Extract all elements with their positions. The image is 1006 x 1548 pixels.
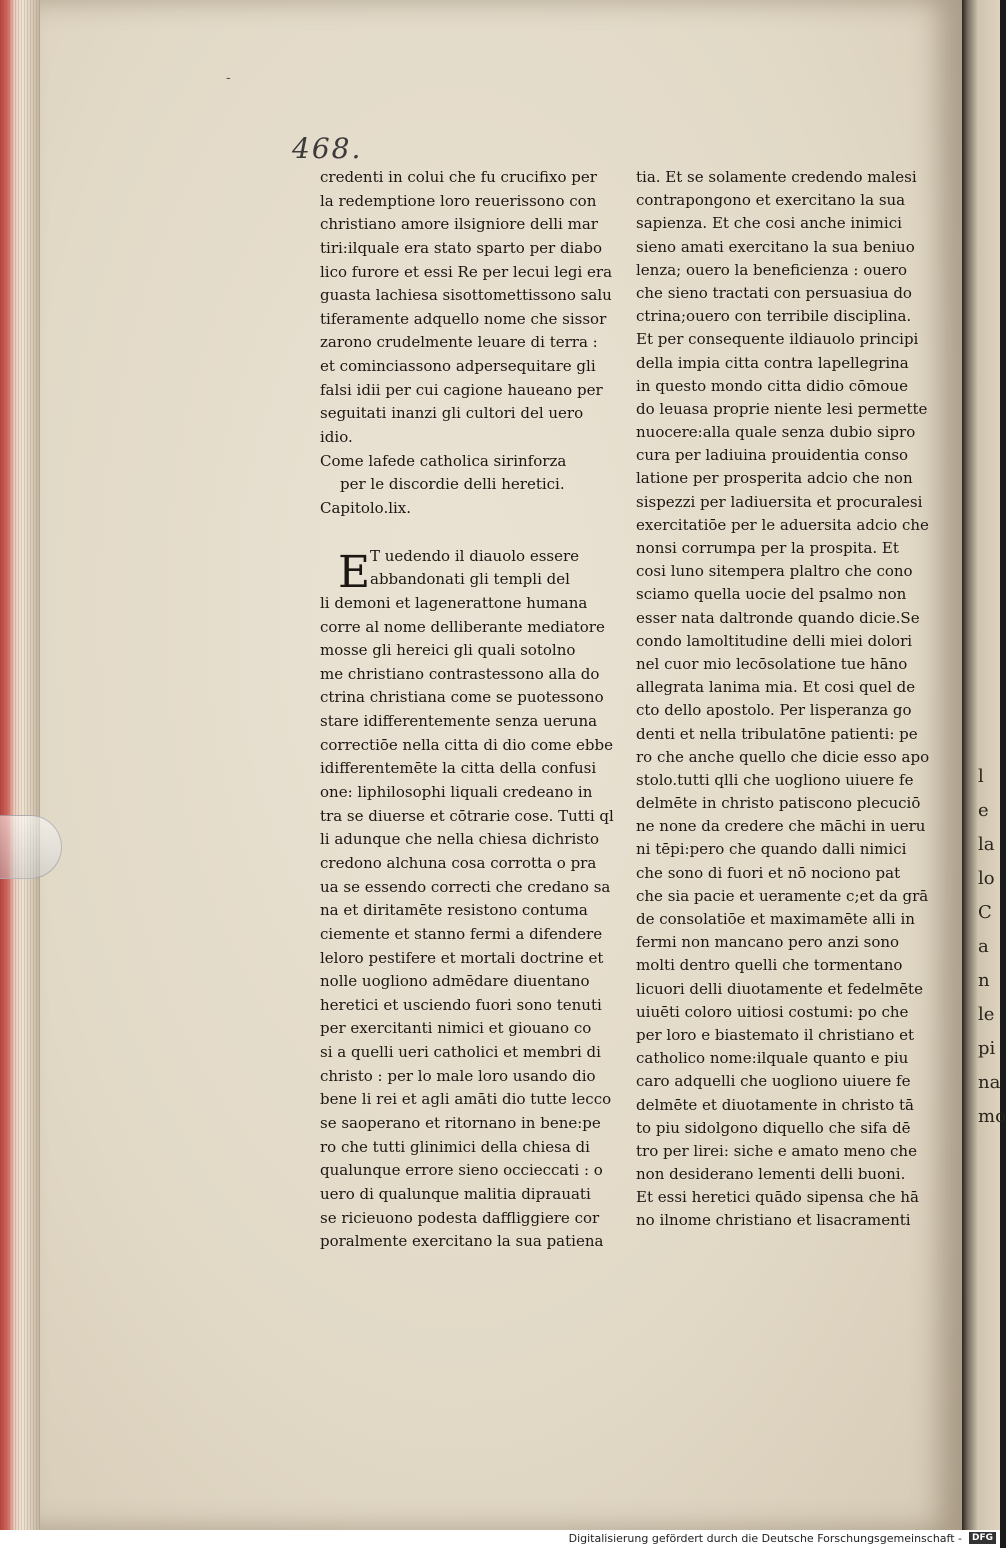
text-line: do leuasa proprie niente lesi permette	[636, 399, 928, 418]
text-line: sieno amati exercitano la sua beniuo	[636, 237, 915, 256]
text-line: tro per lirei: siche e amato meno che	[636, 1141, 917, 1160]
text-line: licuori delli diuotamente et fedelmēte	[636, 979, 923, 998]
text-line: falsi idii per cui cagione haueano per	[320, 380, 603, 399]
text-line: uero di qualunque malitia diprauati	[320, 1184, 591, 1203]
text-line: cosi luno sitempera plaltro che cono	[636, 562, 913, 581]
text-line: cto dello apostolo. Per lisperanza go	[636, 701, 912, 720]
text-line: guasta lachiesa sisottomettissono salu	[320, 286, 612, 305]
text-line: nonsi corrumpa per la prospita. Et	[636, 539, 899, 557]
text-line: credono alchuna cosa corrotta o pra	[320, 853, 597, 872]
text-line: in questo mondo citta didio cōmoue	[636, 376, 908, 395]
text-line: delmēte et diuotamente in christo tā	[636, 1095, 914, 1114]
footer-credit: Digitalisierung gefördert durch die Deutsche Forschungsgemeinschaft -	[568, 1532, 962, 1545]
text-line: ua se essendo correcti che credano sa	[320, 877, 611, 896]
text-line: nuocere:alla quale senza dubio sipro	[636, 423, 916, 442]
pencil-mark: ‐	[226, 70, 231, 86]
text-column-right	[636, 166, 930, 1233]
text-line: caro adquelli che uogliono uiuere fe	[636, 1072, 911, 1091]
text-line: tiferamente adquello nome che sissor	[320, 309, 607, 328]
text-line: se ricieuono podesta daffliggiere cor	[320, 1208, 600, 1227]
text-line: ro che tutti glinimici della chiesa di	[320, 1137, 590, 1156]
text-line: delmēte in christo patiscono plecuciō	[636, 794, 921, 813]
text-column-left	[320, 166, 614, 1254]
text-line: stare idifferentemente senza ueruna	[320, 712, 598, 731]
text-line: exercitatiōe per le aduersita adcio che	[636, 515, 929, 534]
text-line: catholico nome:ilquale quanto e piu	[636, 1049, 909, 1068]
chapter-heading	[320, 450, 588, 521]
text-line: se saoperano et ritornano in bene:pe	[320, 1114, 601, 1132]
text-line: Et per consequente ildiauolo principi	[636, 330, 919, 349]
text-line: bene li rei et agli amāti dio tutte lecco	[320, 1090, 612, 1109]
text-line: correctiōe nella citta di dio come ebbe	[320, 735, 613, 754]
margin-fragment: la	[978, 834, 995, 855]
text-line: idifferentemēte la citta della confusi	[320, 759, 597, 778]
folio-number: 468.	[292, 132, 363, 165]
text-line: qualunque errore sieno occieccati : o	[320, 1161, 603, 1180]
margin-fragment: n	[978, 970, 990, 991]
text-line: ni tēpi:pero che quando dalli nimici	[636, 840, 907, 859]
chapter-body	[320, 545, 614, 1254]
text-line: tiri:ilquale era stato sparto per diabo	[320, 238, 602, 257]
margin-fragment: e	[978, 800, 989, 821]
text-line: zarono crudelmente leuare di terra :	[320, 333, 598, 352]
text-line: stolo.tutti qlli che uogliono uiuere fe	[636, 770, 914, 789]
text-line: ctrina christiana come se puotessono	[320, 688, 604, 707]
page-clip	[0, 815, 62, 879]
text-line: si a quelli ueri catholici et membri di	[320, 1043, 601, 1062]
text-line: sapienza. Et che cosi anche inimici	[636, 214, 902, 233]
text-line: poralmente exercitano la sua patiena	[320, 1232, 604, 1251]
text-line: per loro e biastemato il christiano et	[636, 1025, 915, 1044]
text-line: heretici et usciendo fuori sono tenuti	[320, 995, 602, 1014]
text-line: allegrata lanima mia. Et cosi quel de	[636, 678, 916, 697]
text-line: condo lamoltitudine delli miei dolori	[636, 631, 913, 650]
text-line: de consolatiōe et maximamēte alli in	[636, 910, 915, 928]
text-line: denti et nella tribulatōne patienti: pe	[636, 724, 918, 743]
chapter-text	[320, 545, 614, 1254]
text-line: corre al nome delliberante mediatore	[320, 617, 605, 636]
text-line: tia. Et se solamente credendo malesi	[636, 168, 917, 186]
next-page-margin	[978, 760, 1006, 1134]
text-line: della impia citta contra lapellegrina	[636, 353, 909, 372]
text-line: me christiano contrastessono alla do	[320, 664, 600, 683]
text-line: ne none da credere che māchi in ueru	[636, 817, 926, 836]
text-line: tra se diuerse et cōtrarie cose. Tutti ql	[320, 806, 614, 825]
text-line: la redemptione loro reuerissono con	[320, 191, 597, 210]
text-line: nolle uogliono admēdare diuentano	[320, 972, 590, 991]
text-line: sispezzi per ladiuersita et procuralesi	[636, 492, 923, 511]
text-line: Come lafede catholica sirinforza	[320, 451, 567, 470]
margin-fragment: pi	[978, 1038, 996, 1059]
text-line: li demoni et lagenerattone humana	[320, 593, 588, 612]
text-line: lenza; ouero la beneficienza : ouero	[636, 260, 908, 279]
text-line: lico furore et essi Re per lecui legi era	[320, 262, 613, 281]
text-line: sciamo quella uocie del psalmo non	[636, 585, 907, 604]
text-line: non desiderano lementi delli buoni.	[636, 1165, 906, 1184]
text-line: et cominciassono adpersequitare gli	[320, 357, 596, 376]
text-line: idio.	[320, 428, 353, 447]
text-line: molti dentro quelli che tormentano	[636, 956, 903, 975]
text-line: seguitati inanzi gli cultori del uero	[320, 404, 584, 423]
text-line: leloro pestifere et mortali doctrine et	[320, 948, 604, 967]
text-line: to piu sidolgono diquello che sifa dē	[636, 1118, 911, 1137]
text-line: Capitolo.lix.	[320, 498, 412, 517]
text-line: esser nata daltronde quando dicie.Se	[636, 608, 920, 627]
text-line: ro che anche quello che dicie esso apo	[636, 747, 930, 766]
margin-fragment: a	[978, 936, 989, 957]
digitization-footer	[0, 1530, 1000, 1548]
text-line: uiuēti coloro uitiosi costumi: po che	[636, 1002, 909, 1021]
text-line: per le discordie delli heretici.	[340, 475, 565, 494]
margin-fragment: C	[978, 902, 992, 923]
text-line: christiano amore ilsigniore delli mar	[320, 215, 598, 234]
text-line: che sono di fuori et nō nociono pat	[636, 863, 901, 882]
text-line: nel cuor mio lecōsolatione tue hāno	[636, 654, 908, 673]
text-line: ctrina;ouero con terribile disciplina.	[636, 307, 912, 326]
text-line: one: liphilosophi liquali credeano in	[320, 783, 593, 802]
text-line: no ilnome christiano et lisacramenti	[636, 1211, 911, 1230]
text-line: Et essi heretici quādo sipensa che hā	[636, 1188, 919, 1207]
book-edge-left	[0, 0, 40, 1530]
text-line: christo : per lo male loro usando dio	[320, 1066, 596, 1085]
margin-fragment: mo	[978, 1106, 1006, 1127]
text-line: abbandonati gli templi del	[370, 570, 570, 589]
dfg-logo: DFG	[969, 1532, 996, 1544]
margin-fragment: na	[978, 1072, 1001, 1093]
text-line: che sieno tractati con persuasiua do	[636, 283, 912, 302]
paragraph-block	[320, 166, 613, 450]
margin-fragment: le	[978, 1004, 995, 1025]
text-line: na et diritamēte resistono contuma	[320, 901, 588, 920]
text-line: credenti in colui che fu crucifixo per	[320, 168, 597, 186]
text-line: latione per prosperita adcio che non	[636, 469, 913, 488]
text-line: contrapongono et exercitano la sua	[636, 191, 906, 210]
spacer	[320, 521, 588, 545]
text-line: fermi non mancano pero anzi sono	[636, 933, 900, 952]
margin-fragment: l	[978, 766, 984, 787]
text-line: li adunque che nella chiesa dichristo	[320, 830, 600, 849]
text-line: cura per ladiuina prouidentia conso	[636, 446, 909, 465]
text-line: mosse gli hereici gli quali sotolno	[320, 641, 576, 660]
text-line: ciemente et stanno fermi a difendere	[320, 924, 603, 943]
text-line: T uedendo il diauolo essere	[370, 546, 580, 565]
binding-gutter	[962, 0, 1006, 1530]
drop-cap: E	[338, 546, 371, 598]
text-line: che sia pacie et ueramente c;et da grā	[636, 886, 929, 905]
margin-fragment: lo	[978, 868, 995, 889]
text-line: per exercitanti nimici et giouano co	[320, 1019, 592, 1038]
